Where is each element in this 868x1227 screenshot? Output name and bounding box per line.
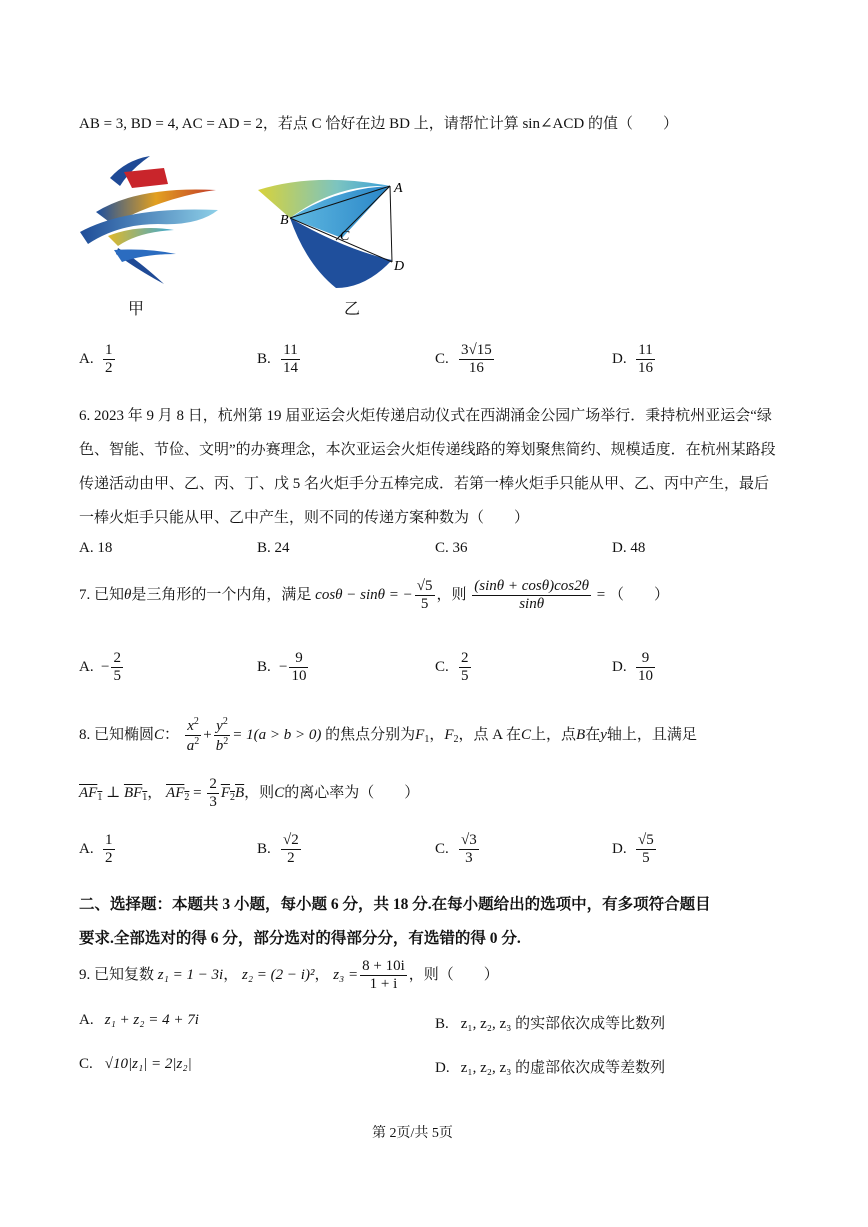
point-b-label: B [280,213,289,228]
q7-option-b[interactable]: B. − $\frac{9}{10}$ [257,650,307,685]
q6-line-4: 一棒火炬手只能从甲、乙中产生，则不同的传递方案种数为（ ） [79,510,530,526]
figure-yi-geometry [256,168,416,298]
q6-option-a[interactable]: A. 18 [79,540,113,556]
q6-line-2: 色、智能、节俭、文明”的办赛理念，本次亚运会火炬传递线路的筹划聚焦简约、规模适度．在杭州某路段 [79,442,776,458]
q8-option-a[interactable]: A. $\frac{1}{2}$ [79,832,113,867]
point-a-label: A [394,181,403,196]
section-2-heading-line-2: 要求.全部选对的得 6 分，部分选对的得部分分，有选错的得 0 分. [79,930,521,947]
q9-option-c[interactable]: C. √10|z₁| = 2|z₂| [79,1056,192,1072]
q5-stem: AB = 3, BD = 4, AC = AD = 2，若点 C 恰好在边 BD 上，请帮忙计算 sin∠ACD 的值（ ） [79,116,678,132]
q5-option-a[interactable]: A. $\frac{1}{2}$ [79,342,113,377]
q8-option-d[interactable]: D. $\frac{√5}{5}$ [612,832,654,867]
section-2-heading-line-1: 二、选择题：本题共 3 小题，每小题 6 分，共 18 分.在每小题给出的选项中，有多项符合题目 [79,896,711,913]
q8-line-1: 8. 已知椭圆C： $\frac{x^2}{a^2}$ + $\frac{y^2}{b^2}$ = 1(a > b > 0) 的焦点分别为$F_1$，$F_2$，点 A 在C上，点B在y轴上，且满足 [79,716,697,755]
q8-line-2: $AF_1$ ⊥ $BF_1$， $AF_2$ = $\frac{2}{3}$ $F_2B$，则C的离心率为（ ） [79,776,420,811]
figure-jia-illustration [78,150,223,290]
q9-stem: 9. 已知复数 z₁ = 1 − 3i， z₂ = (2 − i)²， z₃ = $\frac{8 + 10i}{1 + i}$ ，则（ ） [79,958,499,993]
point-d-label: D [394,259,405,274]
q7-stem: 7. 已知θ是三角形的一个内角，满足 cosθ − sinθ = − $\frac{√5}{5}$ ，则 $\frac{(\sin\theta + \cos\theta)\cos 2\theta}{\sin\theta}$ = （ ） [79,578,669,613]
q7-option-a[interactable]: A. − $\frac{2}{5}$ [79,650,121,685]
q6-option-c[interactable]: C. 36 [435,540,468,556]
q5-option-b[interactable]: B. $\frac{11}{14}$ [257,342,298,377]
q6-option-d[interactable]: D. 48 [612,540,646,556]
q9-option-d[interactable]: D. z₁, z₂, z₃ 的虚部依次成等差数列 [435,1060,666,1076]
figure-jia-caption: 甲 [128,301,145,318]
q6-option-b[interactable]: B. 24 [257,540,290,556]
point-c-label: C [340,229,350,244]
q8-option-b[interactable]: B. $\frac{√2}{2}$ [257,832,299,867]
figure-yi-caption: 乙 [344,301,361,318]
q8-option-c[interactable]: C. $\frac{√3}{3}$ [435,832,477,867]
q5-option-d[interactable]: D. $\frac{11}{16}$ [612,342,653,377]
q9-option-a[interactable]: A. z₁ + z₂ = 4 + 7i [79,1012,199,1028]
q9-option-b[interactable]: B. z₁, z₂, z₃ 的实部依次成等比数列 [435,1016,666,1032]
page-footer: 第 2页/共 5页 [372,1126,453,1141]
q7-option-d[interactable]: D. $\frac{9}{10}$ [612,650,653,685]
q6-line-1: 6. 2023 年 9 月 8 日，杭州第 19 届亚运会火炬传递启动仪式在西湖涌金公园广场举行．秉持杭州亚运会“绿 [79,408,772,424]
q5-option-c[interactable]: C. $\frac{3√15}{16}$ [435,342,492,377]
q7-option-c[interactable]: C. $\frac{2}{5}$ [435,650,469,685]
q6-line-3: 传递活动由甲、乙、丙、丁、戊 5 名火炬手分五棒完成．若第一棒火炬手只能从甲、乙、丙中产生，最后 [79,476,770,492]
